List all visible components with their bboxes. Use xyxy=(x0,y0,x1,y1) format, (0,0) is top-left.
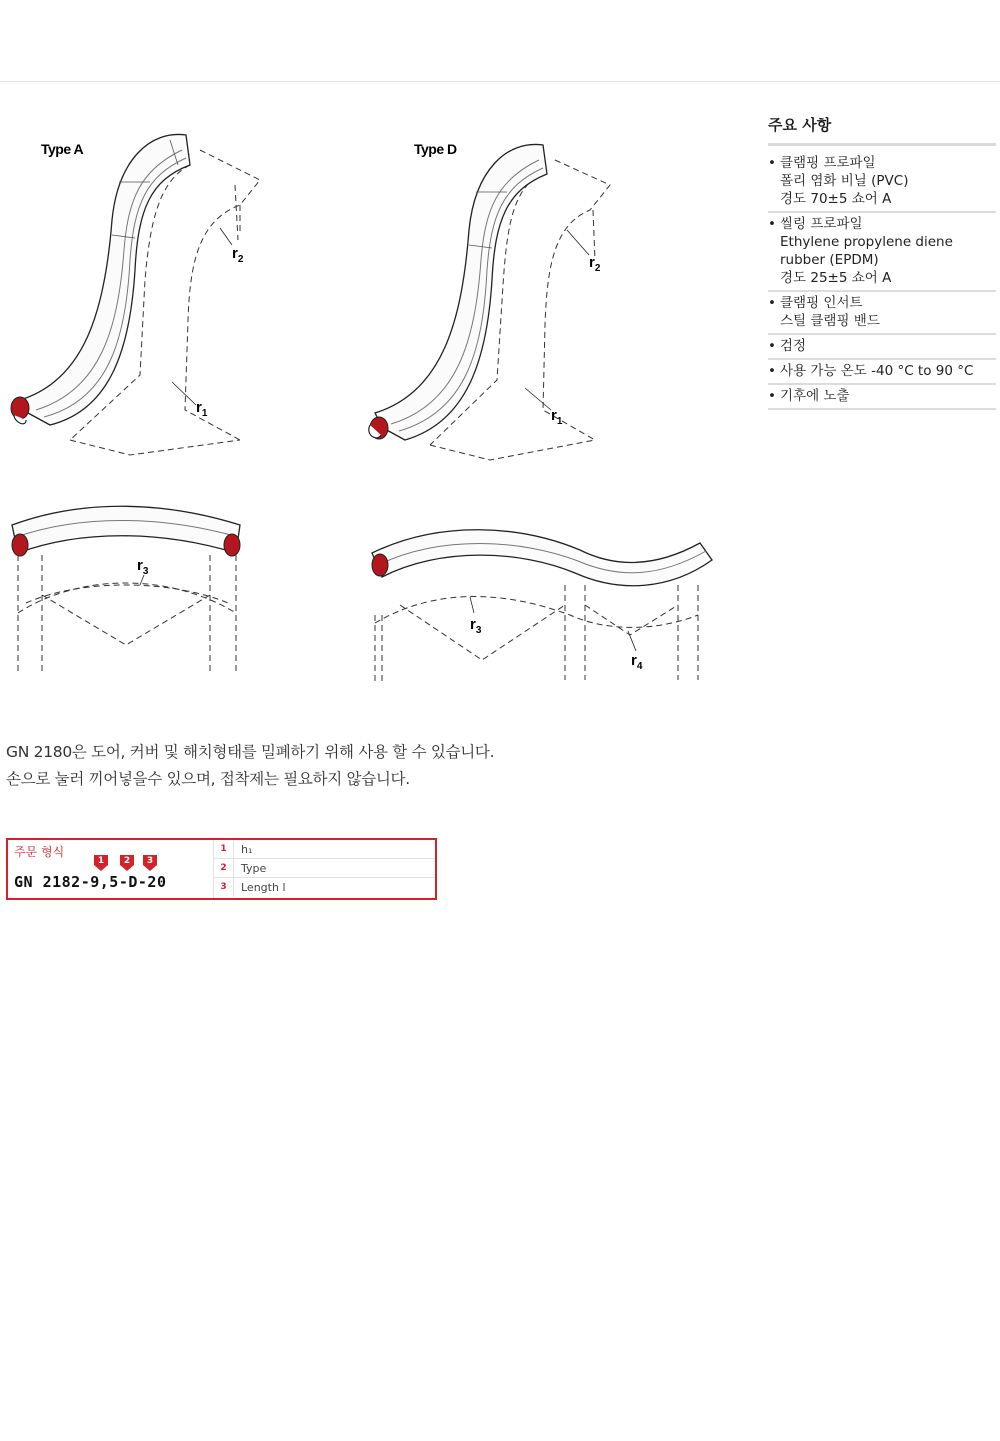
order-format-title: 주문 형식 xyxy=(14,845,65,859)
figure-wave-bend xyxy=(360,505,720,695)
bullet-icon: • xyxy=(768,216,776,232)
radius-r3-label: $r_3$ xyxy=(137,557,149,577)
bullet-icon: • xyxy=(768,295,776,311)
feature-item: • 사용 가능 온도 -40 °C to 90 °C xyxy=(768,360,996,385)
features-list xyxy=(768,152,996,410)
order-code: GN 2182-9,5-D-20 xyxy=(14,873,167,891)
order-legend-table xyxy=(213,840,435,898)
figure-type-d xyxy=(355,110,655,470)
figure-type-a xyxy=(0,110,300,470)
feature-item: • 검정 xyxy=(768,335,996,360)
figure-title: Type D xyxy=(414,141,457,157)
radius-r1-label: $r_1$ xyxy=(551,407,563,427)
order-format-box xyxy=(6,838,437,900)
product-description xyxy=(6,739,494,793)
bullet-icon: • xyxy=(768,338,776,354)
radius-r3-label: $r_3$ xyxy=(470,616,482,636)
features-panel xyxy=(768,114,996,410)
marker-1-icon: 1 xyxy=(94,855,108,871)
feature-item: • 씰링 프로파일 Ethylene propylene diene rubber (EPDM) 경도 25±5 쇼어 A xyxy=(768,213,996,292)
radius-r2-label: $r_2$ xyxy=(589,254,601,274)
description-line: 손으로 눌러 끼어넣을수 있으며, 접착제는 필요하지 않습니다. xyxy=(6,770,410,788)
table-row: 1 h₁ xyxy=(214,840,435,859)
marker-2-icon: 2 xyxy=(120,855,134,871)
order-code-panel xyxy=(8,840,213,898)
bullet-icon: • xyxy=(768,388,776,404)
feature-item: • 클램핑 프로파일 폴리 염화 비닐 (PVC) 경도 70±5 쇼어 A xyxy=(768,152,996,213)
radius-r1-label: $r_1$ xyxy=(196,399,208,419)
feature-item: • 클램핑 인서트 스틸 클램핑 밴드 xyxy=(768,292,996,335)
bullet-icon: • xyxy=(768,155,776,171)
table-row: 2 Type xyxy=(214,859,435,878)
figure-title: Type A xyxy=(41,141,84,157)
bullet-icon: • xyxy=(768,363,776,379)
marker-3-icon: 3 xyxy=(143,855,157,871)
description-line: GN 2180은 도어, 커버 및 해치형태를 밀폐하기 위해 사용 할 수 있습니다. xyxy=(6,743,495,761)
radius-r2-label: $r_2$ xyxy=(232,245,244,265)
feature-item: • 기후에 노출 xyxy=(768,385,996,410)
top-divider xyxy=(0,81,1000,82)
features-title: 주요 사항 xyxy=(768,114,996,146)
radius-r4-label: $r_4$ xyxy=(631,652,643,672)
table-row: 3 Length l xyxy=(214,878,435,897)
figure-arc-bend xyxy=(0,495,260,695)
